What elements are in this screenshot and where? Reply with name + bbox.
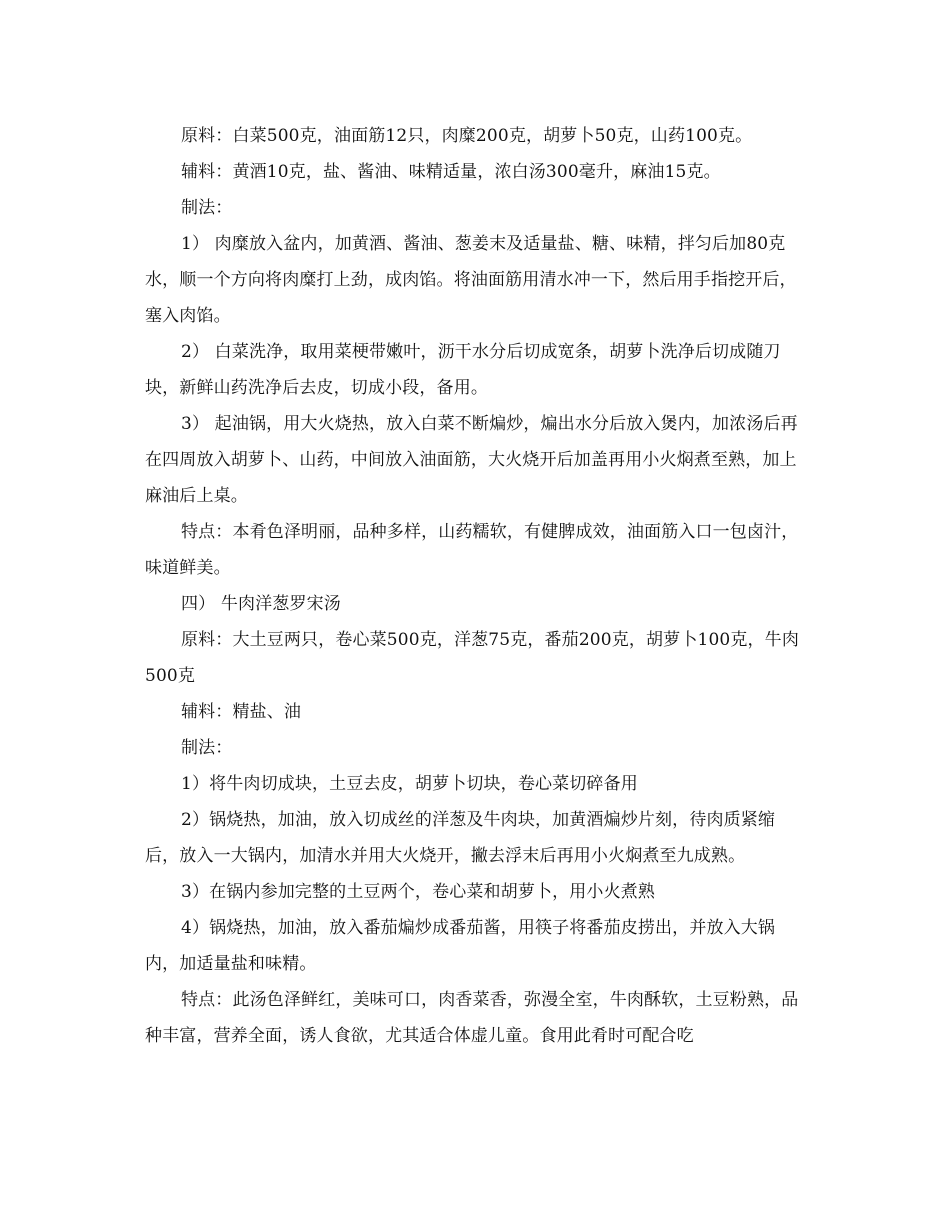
paragraph-ingredients-2: 原料：大土豆两只，卷心菜500克，洋葱75克，番茄200克，胡萝卜100克，牛肉500克 [145,630,799,686]
paragraph-step-1-2: 2） 白菜洗净，取用菜梗带嫩叶，沥干水分后切成宽条，胡萝卜洗净后切成随刀块，新鲜山药洗净后去皮，切成小段，备用。 [145,342,781,398]
paragraph-seasonings-2: 辅料：精盐、油 [181,702,302,722]
paragraph-step-1-3: 3） 起油锅，用大火烧热，放入白菜不断煸炒，煸出水分后放入煲内，加浓汤后再在四周放入胡萝卜、山药，中间放入油面筋，大火烧开后加盖再用小火焖煮至熟，加上麻油后上桌。 [145,414,798,506]
paragraph-method-heading-2: 制法： [181,738,233,758]
paragraph-step-1-1: 1） 肉糜放入盆内，加黄酒、酱油、葱姜末及适量盐、糖、味精，拌匀后加80克水，顺一个方向将肉糜打上劲，成肉馅。将油面筋用清水冲一下，然后用手指挖开后，塞入肉馅。 [145,234,797,326]
paragraph-seasonings-1: 辅料：黄酒10克，盐、酱油、味精适量，浓白汤300毫升，麻油15克。 [181,162,721,182]
paragraph-step-2-1: 1）将牛肉切成块，土豆去皮，胡萝卜切块，卷心菜切碎备用 [181,774,638,794]
paragraph-ingredients-1: 原料：白菜500克，油面筋12只，肉糜200克，胡萝卜50克，山药100克。 [181,126,753,146]
paragraph-step-2-3: 3）在锅内参加完整的土豆两个，卷心菜和胡萝卜，用小火煮熟 [181,882,656,902]
section-heading-borscht: 四） 牛肉洋葱罗宋汤 [181,594,341,614]
paragraph-step-2-2: 2）锅烧热，加油，放入切成丝的洋葱及牛肉块，加黄酒煸炒片刻，待肉质紧缩后，放入一大锅内，加清水并用大火烧开，撇去浮末后再用小火焖煮至九成熟。 [145,810,776,866]
paragraph-features-1: 特点：本肴色泽明丽，品种多样，山药糯软，有健脾成效，油面筋入口一包卤汁，味道鲜美。 [145,522,799,578]
document-page [145,118,805,1054]
paragraph-method-heading-1: 制法： [181,198,233,218]
paragraph-features-2: 特点：此汤色泽鲜红，美味可口，肉香菜香，弥漫全室，牛肉酥软，土豆粉熟，品种丰富，营养全面，诱人食欲，尤其适合体虚儿童。食用此肴时可配合吃 [145,990,799,1046]
paragraph-step-2-4: 4）锅烧热，加油，放入番茄煸炒成番茄酱，用筷子将番茄皮捞出，并放入大锅内，加适量盐和味精。 [145,918,776,974]
